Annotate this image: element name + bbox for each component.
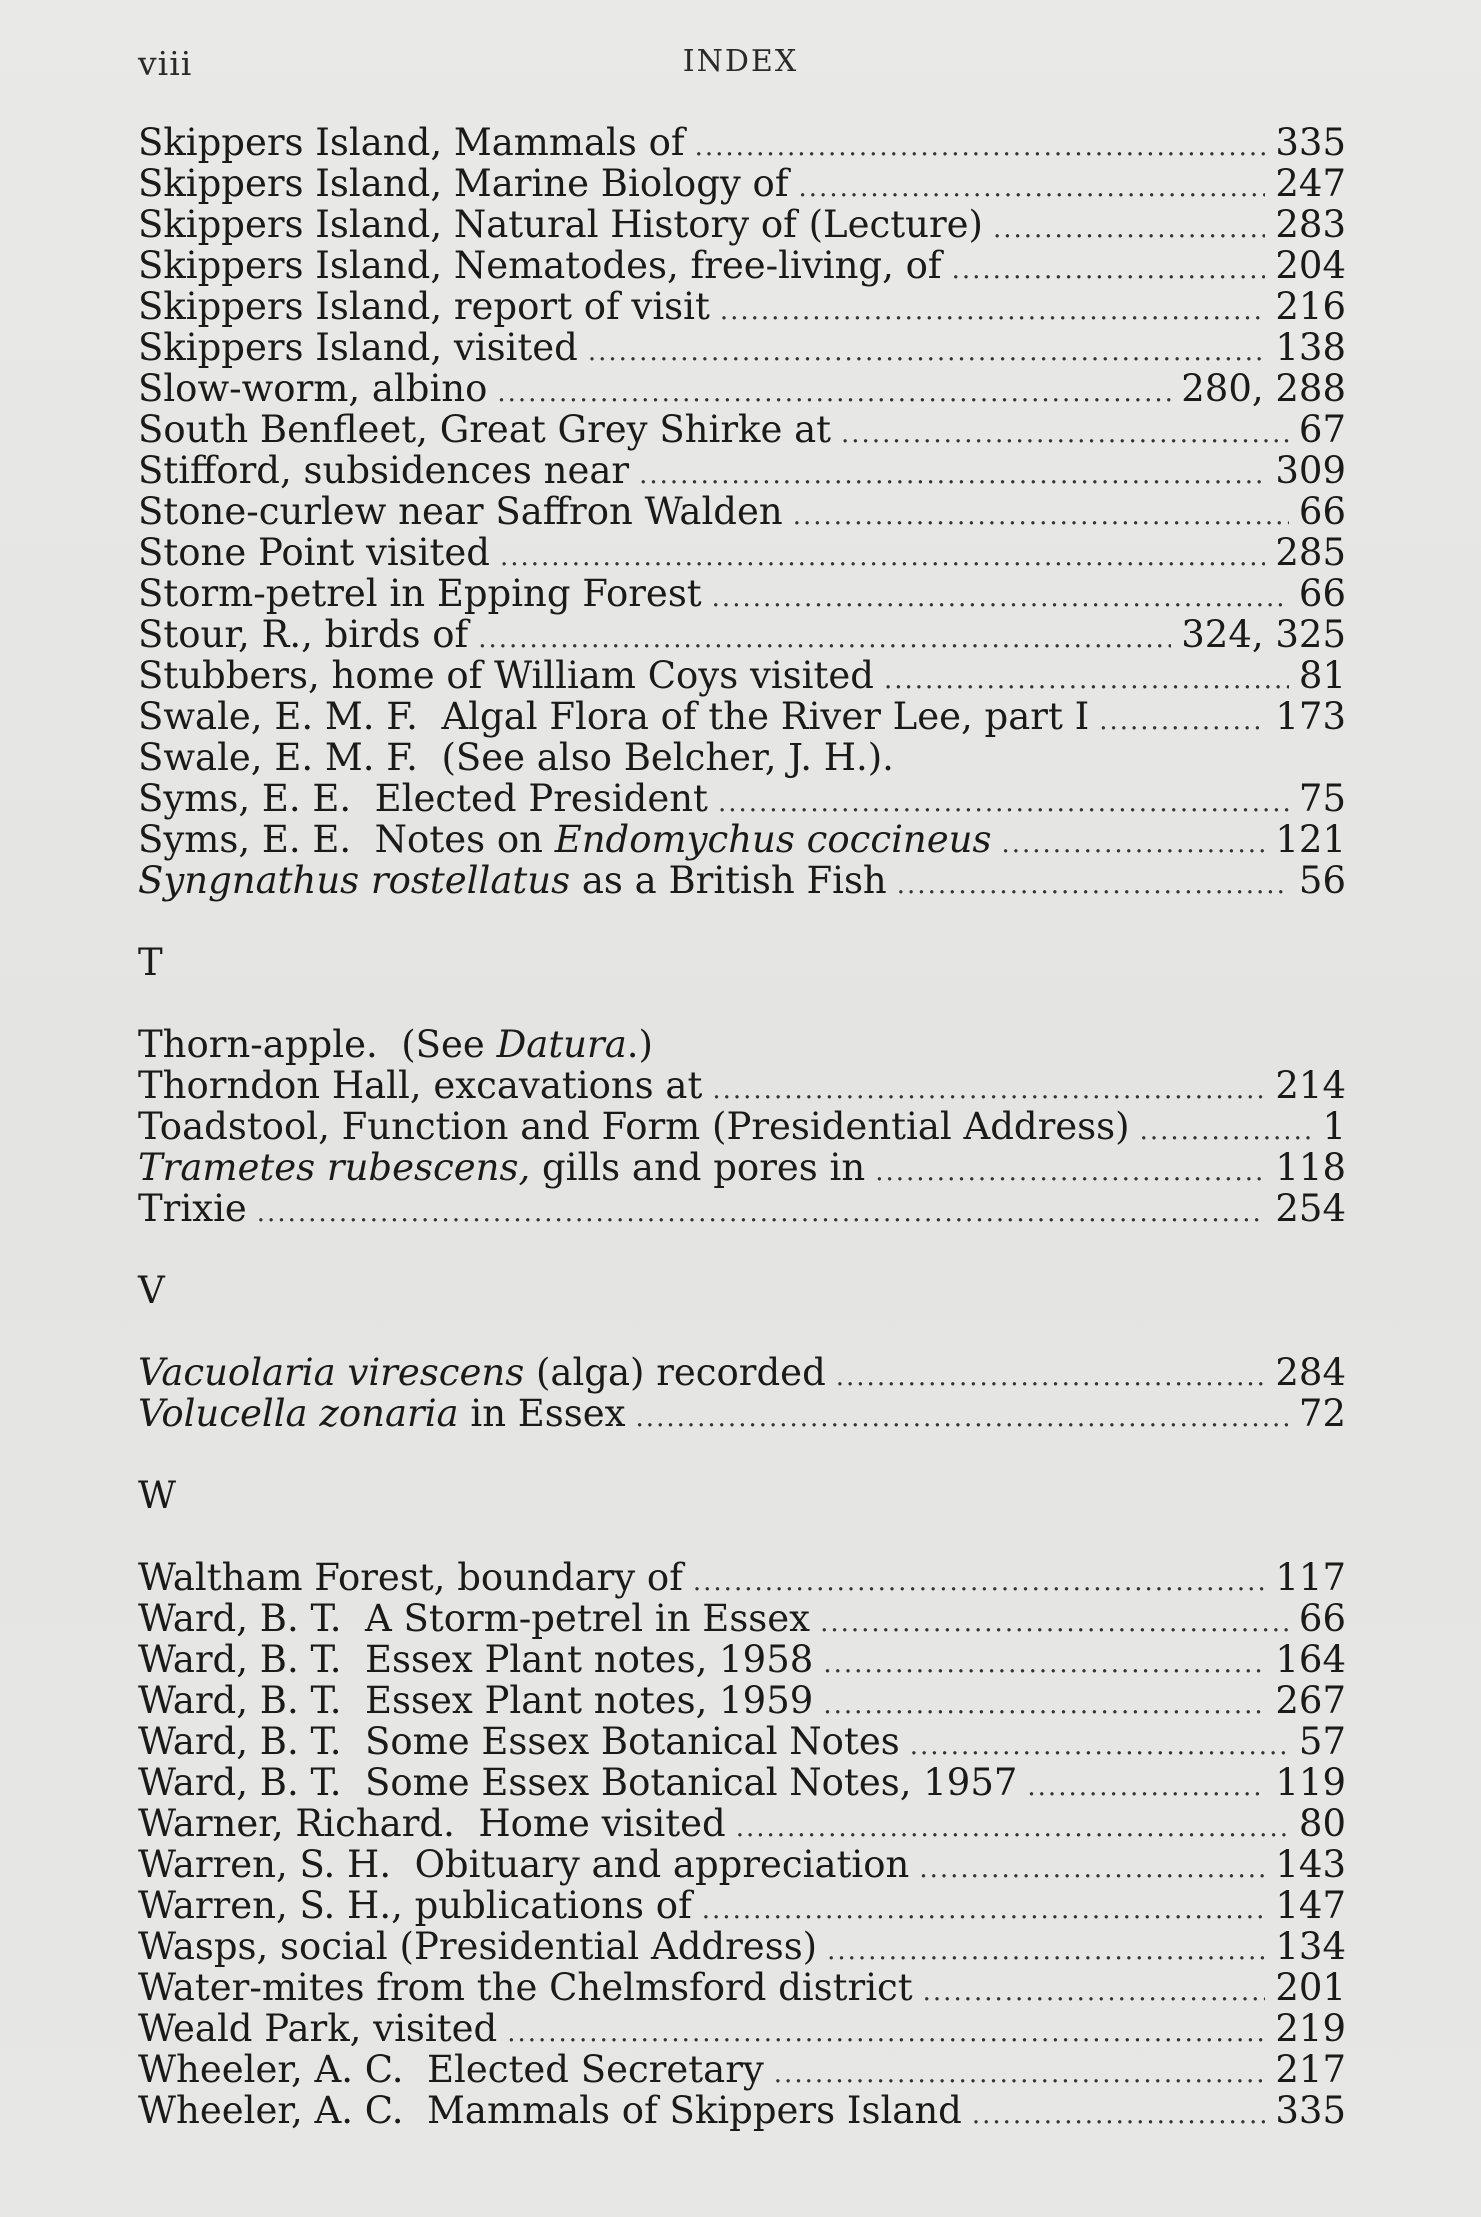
index-entry	[138, 778, 1346, 819]
entry-text-part: South Benfleet, Great Grey Shirke at	[138, 408, 832, 451]
index-entry	[138, 1926, 1346, 1967]
entry-text	[138, 1762, 1017, 1803]
entry-text-part: in Essex	[458, 1392, 626, 1435]
page-reference: 118	[1275, 1146, 1346, 1189]
entry-text-part: Stifford, subsidences near	[138, 449, 630, 492]
entry-text-part: Ward, B. T. A Storm-petrel in Essex	[138, 1597, 811, 1640]
page-reference: 75	[1298, 777, 1346, 820]
entry-text	[138, 2049, 764, 2090]
entry-text	[138, 737, 894, 778]
index-entry	[138, 860, 1346, 901]
entry-text	[138, 1188, 247, 1229]
index-entry	[138, 1352, 1346, 1393]
entry-text-part: (alga) recorded	[524, 1351, 826, 1394]
page-reference: 173	[1275, 695, 1346, 738]
index-entry	[138, 655, 1346, 696]
entry-text-part: as a British Fish	[570, 859, 887, 902]
dot-leader	[1099, 701, 1265, 742]
index-entry	[138, 286, 1346, 327]
index-entry	[138, 122, 1346, 163]
entry-text	[138, 1393, 626, 1434]
section-gap	[138, 1516, 1346, 1557]
index-entry	[138, 245, 1346, 286]
page-reference: 66	[1298, 490, 1346, 533]
dot-leader	[952, 250, 1266, 291]
entry-text-part: Weald Park, visited	[138, 2007, 498, 2050]
dot-leader	[257, 1193, 1266, 1234]
dot-leader	[823, 1644, 1265, 1685]
entry-text-part: Syms, E. E. Notes on	[138, 818, 555, 861]
section-letter: T	[138, 941, 163, 984]
entry-text-part: Skippers Island, Natural History of (Lecture)	[138, 203, 983, 246]
page-reference: 284	[1275, 1351, 1346, 1394]
index-entry	[138, 1557, 1346, 1598]
index-entry	[138, 1024, 1346, 1065]
index-entry	[138, 532, 1346, 573]
section-letter: V	[138, 1269, 165, 1312]
section-gap	[138, 901, 1346, 942]
index-entry	[138, 2008, 1346, 2049]
entry-text	[138, 122, 685, 163]
entry-text-part: Wheeler, A. C. Mammals of Skippers Island	[138, 2089, 962, 2132]
entry-text	[138, 1680, 813, 1721]
index-entry	[138, 1147, 1346, 1188]
page-reference: 204	[1275, 244, 1346, 287]
dot-leader	[820, 1603, 1289, 1644]
entry-text	[138, 1967, 913, 2008]
entry-text-italic: Datura	[496, 1023, 627, 1066]
entry-text	[138, 1024, 653, 1065]
index-entry	[138, 1762, 1346, 1803]
index-entry	[138, 368, 1346, 409]
entry-text-part: Waltham Forest, boundary of	[138, 1556, 683, 1599]
section-gap	[138, 1434, 1346, 1475]
page-reference: 285	[1275, 531, 1346, 574]
entry-text	[138, 1557, 683, 1598]
entry-text	[138, 286, 710, 327]
page-reference: 66	[1298, 1597, 1346, 1640]
entry-text-part: Ward, B. T. Essex Plant notes, 1959	[138, 1679, 814, 1722]
page-reference: 335	[1275, 2089, 1346, 2132]
entry-text-italic: Endomychus coccineus	[554, 818, 992, 861]
page-reference: 335	[1275, 121, 1346, 164]
entry-text-part: Stubbers, home of William Coys visited	[138, 654, 874, 697]
page-reference: 201	[1275, 1966, 1346, 2009]
dot-leader	[897, 865, 1289, 906]
entry-text-part: Ward, B. T. Some Essex Botanical Notes	[138, 1720, 900, 1763]
page-reference: 324, 325	[1181, 613, 1346, 656]
entry-text-part: Syms, E. E. Elected President	[138, 777, 708, 820]
index-entry	[138, 696, 1346, 737]
entry-text-italic: Vacuolaria virescens	[138, 1351, 525, 1394]
dot-leader	[875, 1152, 1265, 1193]
entry-text	[138, 1885, 692, 1926]
index-entry	[138, 204, 1346, 245]
entry-text	[138, 1803, 726, 1844]
page-reference: 147	[1275, 1884, 1346, 1927]
index-entry	[138, 1393, 1346, 1434]
entry-text-italic: Syngnathus rostellatus	[138, 859, 571, 902]
entry-text	[138, 204, 983, 245]
entry-text-part: Water-mites from the Chelmsford district	[138, 1966, 913, 2009]
page-reference: 280, 288	[1181, 367, 1346, 410]
page-reference: 216	[1275, 285, 1346, 328]
entry-text	[138, 409, 831, 450]
entry-text-part: Skippers Island, Nematodes, free-living, of	[138, 244, 942, 287]
page-reference: 217	[1275, 2048, 1346, 2091]
section-gap	[138, 1229, 1346, 1270]
entry-text	[138, 2008, 497, 2049]
page-reference: 309	[1275, 449, 1346, 492]
page-reference: 1	[1322, 1105, 1346, 1148]
entry-text-part: Trixie	[138, 1187, 247, 1230]
page-reference: 67	[1298, 408, 1346, 451]
entry-text-part: Ward, B. T. Some Essex Botanical Notes, 1957	[138, 1761, 1018, 1804]
entry-text-part: Wheeler, A. C. Elected Secretary	[138, 2048, 764, 2091]
entry-text	[138, 1844, 909, 1885]
index-entry	[138, 819, 1346, 860]
page-reference: 219	[1275, 2007, 1346, 2050]
page-reference: 72	[1298, 1392, 1346, 1435]
dot-leader	[919, 1849, 1265, 1890]
index-entry	[138, 1844, 1346, 1885]
entry-text-italic: Trametes rubescens,	[138, 1146, 531, 1189]
entry-text-part: Slow-worm, albino	[138, 367, 488, 410]
dot-leader	[923, 1972, 1266, 2013]
index-entry	[138, 737, 1346, 778]
dot-leader	[636, 1398, 1289, 1439]
entry-text-part: Stone-curlew near Saffron Walden	[138, 490, 783, 533]
dot-leader	[720, 291, 1266, 332]
page-reference: 81	[1298, 654, 1346, 697]
page-reference: 254	[1275, 1187, 1346, 1230]
page-reference: 214	[1275, 1064, 1346, 1107]
entry-text-part: Skippers Island, visited	[138, 326, 578, 369]
entry-text	[138, 1106, 1130, 1147]
page-reference: 134	[1275, 1925, 1346, 1968]
page-reference: 117	[1275, 1556, 1346, 1599]
page-reference: 121	[1275, 818, 1346, 861]
entry-text-part: gills and pores in	[530, 1146, 866, 1189]
index-entry	[138, 1721, 1346, 1762]
dot-leader	[793, 496, 1289, 537]
entry-text-part: Skippers Island, report of visit	[138, 285, 710, 328]
index-entry	[138, 163, 1346, 204]
entry-text	[138, 1721, 900, 1762]
page-reference: 66	[1298, 572, 1346, 615]
entry-text-part: .)	[626, 1023, 653, 1066]
entry-text-part: Ward, B. T. Essex Plant notes, 1958	[138, 1638, 814, 1681]
index-list	[138, 122, 1346, 2131]
entry-text	[138, 532, 490, 573]
entry-text	[138, 245, 942, 286]
entry-text	[138, 2090, 962, 2131]
dot-leader	[993, 209, 1265, 250]
entry-text-part: Skippers Island, Mammals of	[138, 121, 685, 164]
page-reference: 119	[1275, 1761, 1346, 1804]
entry-text	[138, 368, 487, 409]
entry-text	[138, 819, 991, 860]
entry-text	[138, 1065, 702, 1106]
index-entry	[138, 2049, 1346, 2090]
index-entry	[138, 1639, 1346, 1680]
index-entry	[138, 1885, 1346, 1926]
entry-text-part: Warner, Richard. Home visited	[138, 1802, 726, 1845]
entry-text-part: Warren, S. H. Obituary and appreciation	[138, 1843, 910, 1886]
entry-text	[138, 450, 629, 491]
page-reference: 56	[1298, 859, 1346, 902]
page-reference: 138	[1275, 326, 1346, 369]
index-entry	[138, 409, 1346, 450]
dot-leader	[972, 2095, 1266, 2136]
page-reference: 80	[1298, 1802, 1346, 1845]
page-number: viii	[138, 44, 193, 83]
index-entry	[138, 1680, 1346, 1721]
entry-text-part: Thorndon Hall, excavations at	[138, 1064, 703, 1107]
section-letter: W	[138, 1474, 177, 1517]
entry-text	[138, 491, 783, 532]
page-reference: 267	[1275, 1679, 1346, 1722]
entry-text-part: Swale, E. M. F. (See also Belcher, J. H.).	[138, 736, 894, 779]
entry-text-part: Toadstool, Function and Form (Presidential Address)	[138, 1105, 1130, 1148]
index-entry	[138, 327, 1346, 368]
index-entry	[138, 573, 1346, 614]
section-gap	[138, 1311, 1346, 1352]
index-entry	[138, 1803, 1346, 1844]
entry-text	[138, 1598, 810, 1639]
entry-text	[138, 1352, 826, 1393]
entry-text	[138, 573, 702, 614]
entry-text-part: Stone Point visited	[138, 531, 490, 574]
dot-leader	[841, 414, 1289, 455]
entry-text-part: Thorn-apple. (See	[138, 1023, 497, 1066]
entry-text	[138, 327, 578, 368]
entry-text-part: Stour, R., birds of	[138, 613, 469, 656]
entry-text	[138, 1639, 813, 1680]
dot-leader	[1027, 1767, 1265, 1808]
entry-text-part: Swale, E. M. F. Algal Flora of the River Lee, part I	[138, 695, 1090, 738]
section-gap	[138, 983, 1346, 1024]
page-reference: 247	[1275, 162, 1346, 205]
dot-leader	[836, 1357, 1266, 1398]
entry-text	[138, 860, 887, 901]
page-reference: 283	[1275, 203, 1346, 246]
entry-text-italic: Volucella zonaria	[138, 1392, 459, 1435]
index-entry	[138, 1967, 1346, 2008]
index-entry	[138, 614, 1346, 655]
entry-text	[138, 778, 708, 819]
index-entry	[138, 1106, 1346, 1147]
entry-text	[138, 655, 874, 696]
index-entry	[138, 2090, 1346, 2131]
entry-text	[138, 696, 1089, 737]
index-entry	[138, 1065, 1346, 1106]
dot-leader	[588, 332, 1266, 373]
entry-text	[138, 163, 789, 204]
entry-text	[138, 1926, 817, 1967]
page-reference: 164	[1275, 1638, 1346, 1681]
page-reference: 143	[1275, 1843, 1346, 1886]
index-entry	[138, 1598, 1346, 1639]
entry-text-part: Wasps, social (Presidential Address)	[138, 1925, 818, 1968]
entry-text-part: Storm-petrel in Epping Forest	[138, 572, 702, 615]
index-entry	[138, 1188, 1346, 1229]
dot-leader	[1001, 824, 1265, 865]
entry-text	[138, 1147, 865, 1188]
entry-text-part: Warren, S. H., publications of	[138, 1884, 692, 1927]
index-entry	[138, 450, 1346, 491]
entry-text-part: Skippers Island, Marine Biology of	[138, 162, 789, 205]
index-entry	[138, 491, 1346, 532]
running-title: INDEX	[682, 44, 799, 79]
entry-text	[138, 614, 468, 655]
page-reference: 57	[1298, 1720, 1346, 1763]
